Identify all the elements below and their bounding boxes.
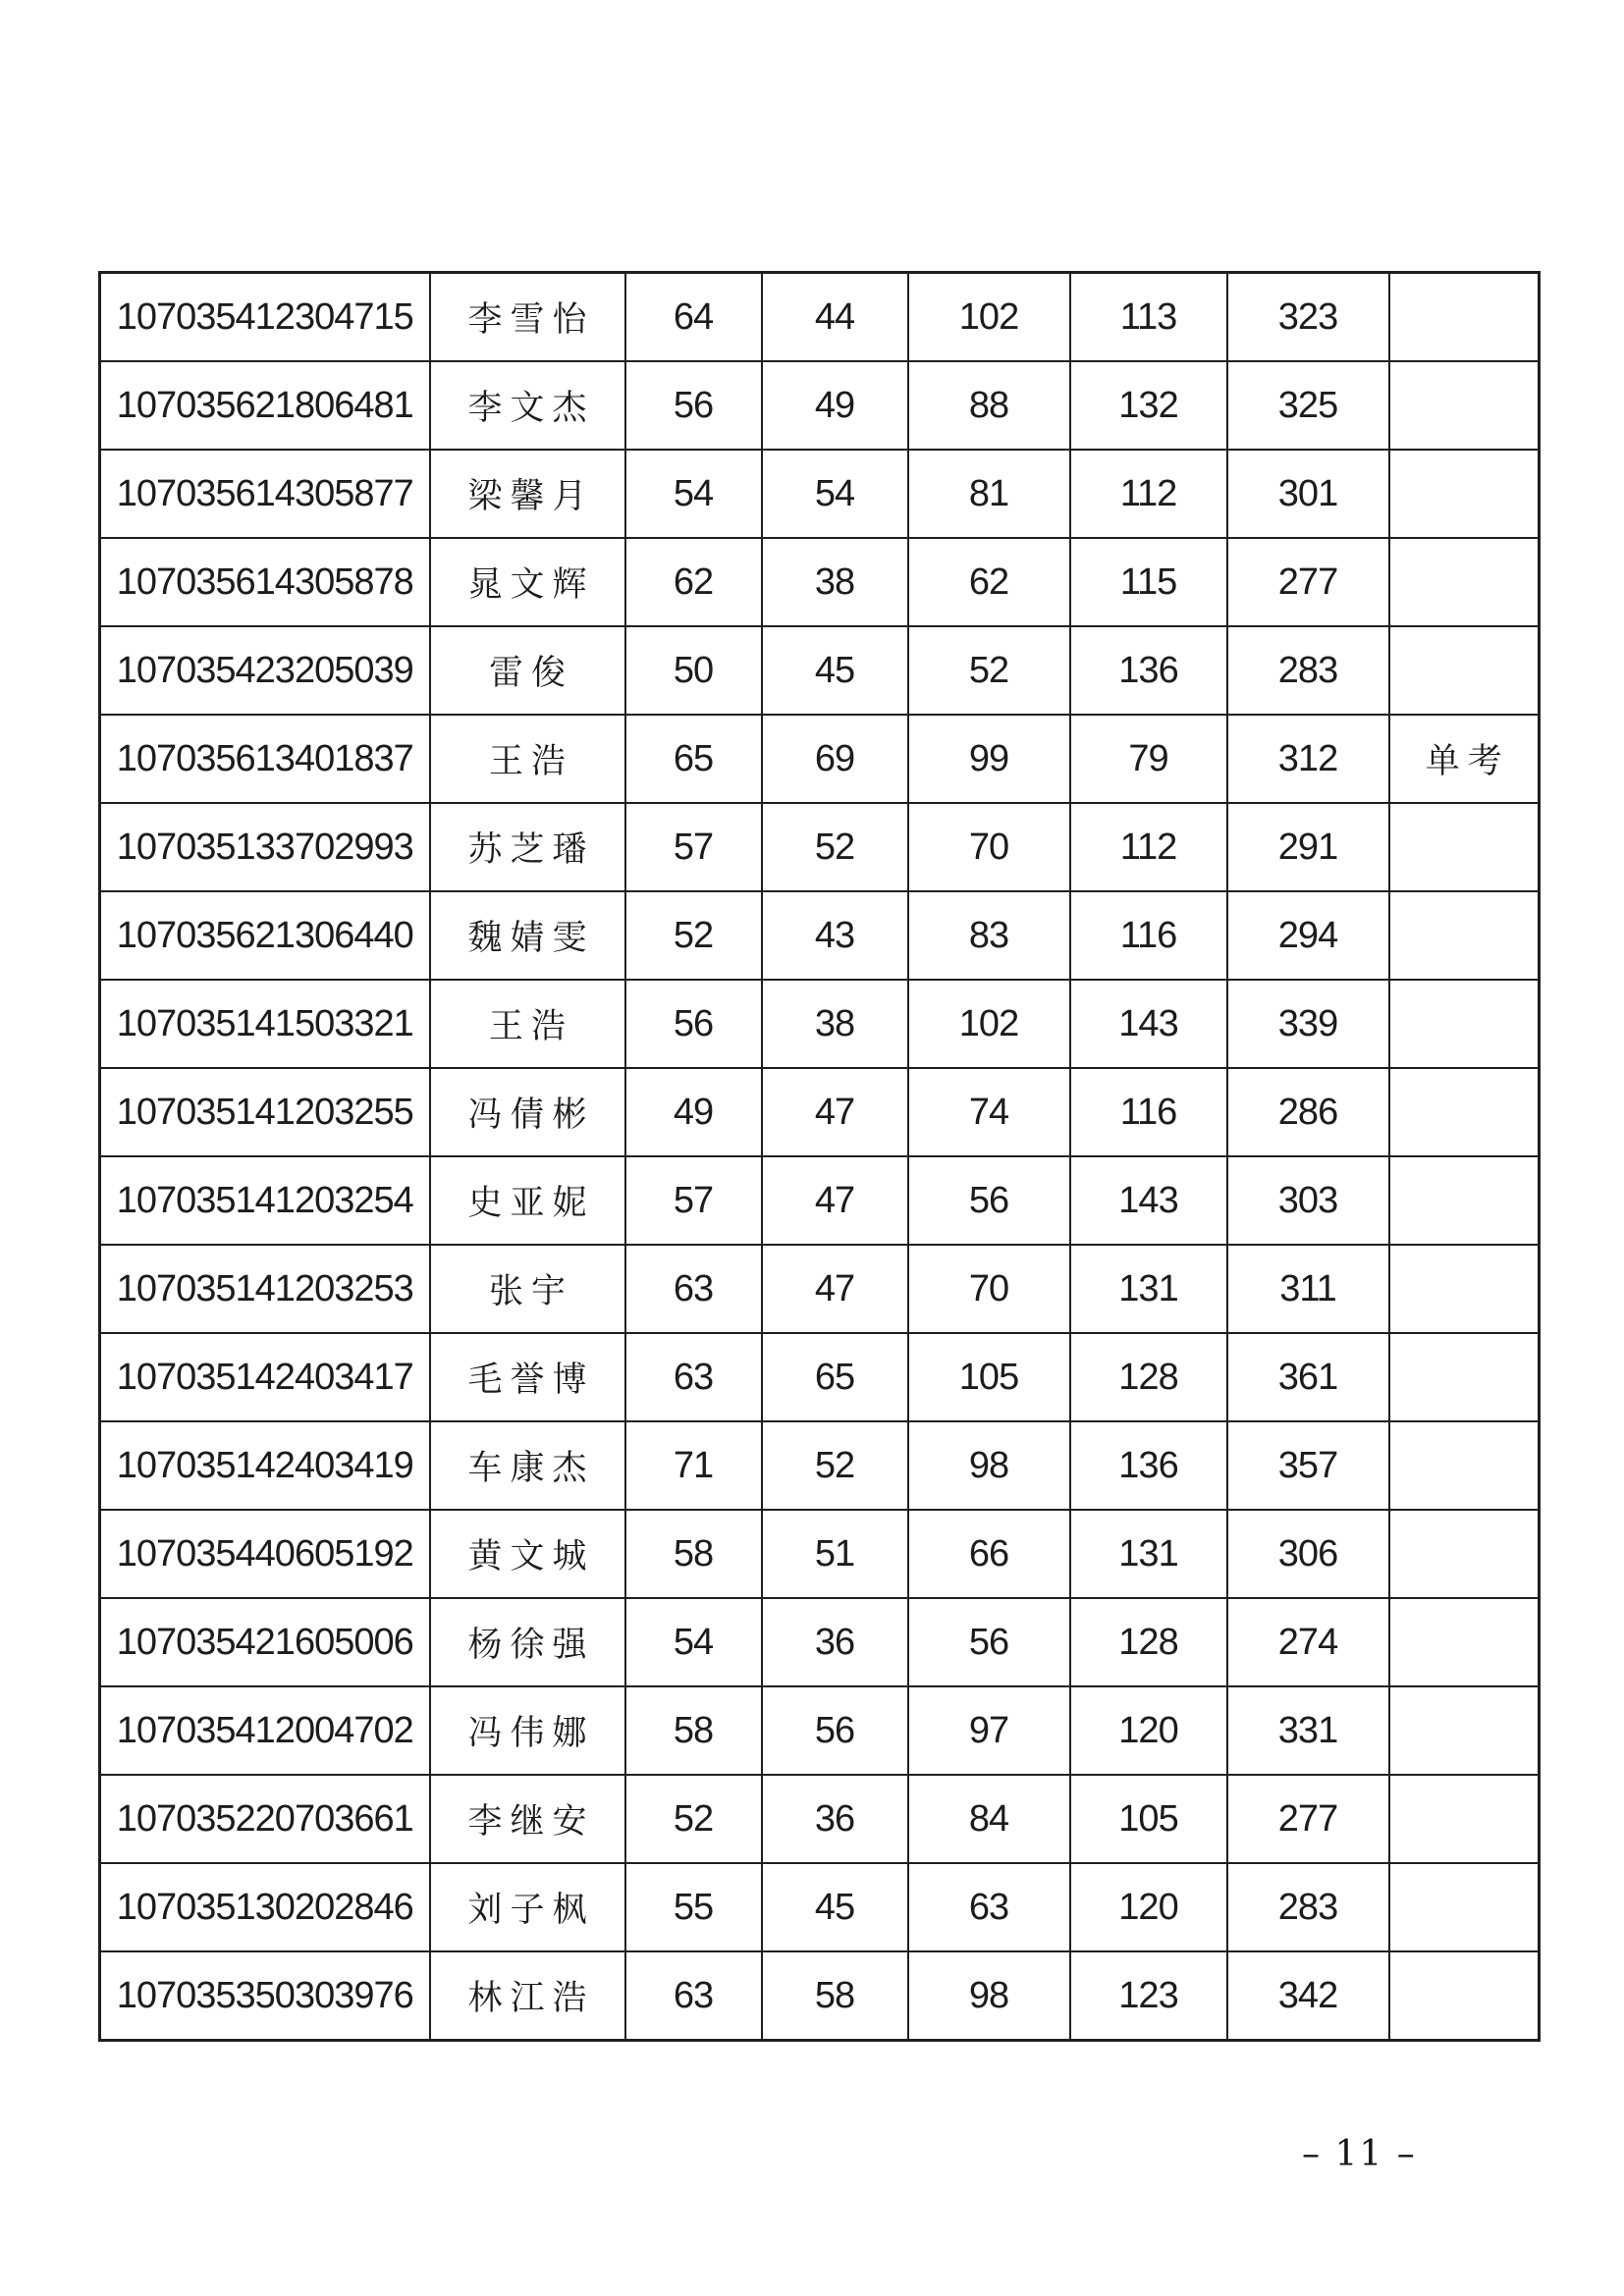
total-score-cell: 277 (1227, 538, 1389, 626)
remark-cell (1389, 803, 1540, 891)
score-1-cell: 71 (625, 1421, 762, 1510)
remark-cell (1389, 1598, 1540, 1686)
table-row (100, 891, 1540, 980)
table-row (100, 1951, 1540, 2041)
score-3-cell: 98 (908, 1951, 1070, 2041)
table-row (100, 1333, 1540, 1421)
score-2-cell: 36 (762, 1775, 908, 1863)
score-4-cell: 143 (1070, 980, 1227, 1068)
score-4-cell: 128 (1070, 1333, 1227, 1421)
score-table (98, 271, 1541, 2042)
score-4-cell: 128 (1070, 1598, 1227, 1686)
score-3-cell: 74 (908, 1068, 1070, 1156)
table-row (100, 1510, 1540, 1598)
remark-cell (1389, 891, 1540, 980)
candidate-name-cell: 李文杰 (430, 361, 625, 450)
candidate-id-cell: 107035614305877 (100, 450, 430, 538)
total-score-cell: 283 (1227, 626, 1389, 715)
score-1-cell: 64 (625, 273, 762, 362)
score-2-cell: 36 (762, 1598, 908, 1686)
score-3-cell: 70 (908, 803, 1070, 891)
score-3-cell: 56 (908, 1598, 1070, 1686)
score-2-cell: 43 (762, 891, 908, 980)
score-1-cell: 63 (625, 1333, 762, 1421)
score-3-cell: 102 (908, 273, 1070, 362)
score-2-cell: 45 (762, 1863, 908, 1951)
table-row (100, 1775, 1540, 1863)
score-2-cell: 44 (762, 273, 908, 362)
candidate-id-cell: 107035614305878 (100, 538, 430, 626)
table-row (100, 1156, 1540, 1245)
score-1-cell: 52 (625, 891, 762, 980)
remark-cell (1389, 1068, 1540, 1156)
total-score-cell: 286 (1227, 1068, 1389, 1156)
score-4-cell: 132 (1070, 361, 1227, 450)
score-1-cell: 55 (625, 1863, 762, 1951)
candidate-name-cell: 林江浩 (430, 1951, 625, 2041)
total-score-cell: 331 (1227, 1686, 1389, 1775)
table-row (100, 361, 1540, 450)
score-4-cell: 79 (1070, 715, 1227, 803)
candidate-id-cell: 107035133702993 (100, 803, 430, 891)
candidate-id-cell: 107035142403419 (100, 1421, 430, 1510)
candidate-id-cell: 107035141203253 (100, 1245, 430, 1333)
candidate-name-cell: 梁馨月 (430, 450, 625, 538)
candidate-id-cell: 107035421605006 (100, 1598, 430, 1686)
score-4-cell: 131 (1070, 1510, 1227, 1598)
table-row (100, 1068, 1540, 1156)
score-4-cell: 123 (1070, 1951, 1227, 2041)
score-2-cell: 49 (762, 361, 908, 450)
score-3-cell: 70 (908, 1245, 1070, 1333)
total-score-cell: 325 (1227, 361, 1389, 450)
table-row (100, 715, 1540, 803)
score-1-cell: 57 (625, 803, 762, 891)
score-3-cell: 98 (908, 1421, 1070, 1510)
remark-cell (1389, 1421, 1540, 1510)
score-4-cell: 116 (1070, 1068, 1227, 1156)
remark-cell (1389, 1245, 1540, 1333)
candidate-id-cell: 107035412004702 (100, 1686, 430, 1775)
score-4-cell: 105 (1070, 1775, 1227, 1863)
candidate-id-cell: 107035350303976 (100, 1951, 430, 2041)
score-1-cell: 65 (625, 715, 762, 803)
score-2-cell: 47 (762, 1156, 908, 1245)
score-1-cell: 62 (625, 538, 762, 626)
total-score-cell: 311 (1227, 1245, 1389, 1333)
total-score-cell: 301 (1227, 450, 1389, 538)
remark-cell (1389, 1951, 1540, 2041)
total-score-cell: 294 (1227, 891, 1389, 980)
candidate-name-cell: 苏芝璠 (430, 803, 625, 891)
remark-cell (1389, 1510, 1540, 1598)
score-2-cell: 38 (762, 980, 908, 1068)
candidate-id-cell: 107035621806481 (100, 361, 430, 450)
remark-cell (1389, 1156, 1540, 1245)
score-2-cell: 58 (762, 1951, 908, 2041)
score-2-cell: 45 (762, 626, 908, 715)
total-score-cell: 323 (1227, 273, 1389, 362)
candidate-name-cell: 冯倩彬 (430, 1068, 625, 1156)
table-row (100, 450, 1540, 538)
remark-cell (1389, 450, 1540, 538)
total-score-cell: 361 (1227, 1333, 1389, 1421)
remark-cell (1389, 1775, 1540, 1863)
candidate-name-cell: 王浩 (430, 980, 625, 1068)
score-3-cell: 88 (908, 361, 1070, 450)
score-2-cell: 51 (762, 1510, 908, 1598)
remark-cell (1389, 1863, 1540, 1951)
score-4-cell: 120 (1070, 1863, 1227, 1951)
score-1-cell: 63 (625, 1951, 762, 2041)
score-1-cell: 56 (625, 980, 762, 1068)
candidate-name-cell: 王浩 (430, 715, 625, 803)
candidate-id-cell: 107035423205039 (100, 626, 430, 715)
remark-cell (1389, 1333, 1540, 1421)
score-2-cell: 52 (762, 803, 908, 891)
total-score-cell: 303 (1227, 1156, 1389, 1245)
score-table-body (100, 273, 1540, 2041)
candidate-name-cell: 史亚妮 (430, 1156, 625, 1245)
score-4-cell: 112 (1070, 450, 1227, 538)
score-3-cell: 52 (908, 626, 1070, 715)
page-number: – 11 – (1302, 2134, 1417, 2174)
table-row (100, 1686, 1540, 1775)
score-3-cell: 62 (908, 538, 1070, 626)
score-2-cell: 69 (762, 715, 908, 803)
candidate-id-cell: 107035440605192 (100, 1510, 430, 1598)
score-4-cell: 112 (1070, 803, 1227, 891)
score-3-cell: 102 (908, 980, 1070, 1068)
candidate-name-cell: 杨徐强 (430, 1598, 625, 1686)
candidate-id-cell: 107035220703661 (100, 1775, 430, 1863)
total-score-cell: 342 (1227, 1951, 1389, 2041)
score-2-cell: 38 (762, 538, 908, 626)
candidate-name-cell: 车康杰 (430, 1421, 625, 1510)
score-1-cell: 49 (625, 1068, 762, 1156)
total-score-cell: 283 (1227, 1863, 1389, 1951)
candidate-id-cell: 107035141203254 (100, 1156, 430, 1245)
candidate-name-cell: 冯伟娜 (430, 1686, 625, 1775)
score-1-cell: 58 (625, 1510, 762, 1598)
score-3-cell: 56 (908, 1156, 1070, 1245)
candidate-id-cell: 107035141503321 (100, 980, 430, 1068)
score-3-cell: 66 (908, 1510, 1070, 1598)
score-1-cell: 63 (625, 1245, 762, 1333)
table-row (100, 803, 1540, 891)
score-4-cell: 136 (1070, 1421, 1227, 1510)
score-3-cell: 83 (908, 891, 1070, 980)
total-score-cell: 357 (1227, 1421, 1389, 1510)
candidate-id-cell: 107035141203255 (100, 1068, 430, 1156)
table-row (100, 1863, 1540, 1951)
score-4-cell: 120 (1070, 1686, 1227, 1775)
total-score-cell: 291 (1227, 803, 1389, 891)
candidate-name-cell: 雷俊 (430, 626, 625, 715)
score-4-cell: 115 (1070, 538, 1227, 626)
table-row (100, 1421, 1540, 1510)
score-1-cell: 50 (625, 626, 762, 715)
total-score-cell: 274 (1227, 1598, 1389, 1686)
remark-cell (1389, 626, 1540, 715)
score-3-cell: 84 (908, 1775, 1070, 1863)
total-score-cell: 339 (1227, 980, 1389, 1068)
score-3-cell: 99 (908, 715, 1070, 803)
candidate-name-cell: 魏婧雯 (430, 891, 625, 980)
score-2-cell: 47 (762, 1245, 908, 1333)
score-1-cell: 52 (625, 1775, 762, 1863)
score-4-cell: 136 (1070, 626, 1227, 715)
candidate-id-cell: 107035142403417 (100, 1333, 430, 1421)
candidate-name-cell: 李雪怡 (430, 273, 625, 362)
score-1-cell: 54 (625, 450, 762, 538)
score-2-cell: 52 (762, 1421, 908, 1510)
candidate-name-cell: 李继安 (430, 1775, 625, 1863)
score-4-cell: 131 (1070, 1245, 1227, 1333)
remark-cell (1389, 273, 1540, 362)
candidate-name-cell: 张宇 (430, 1245, 625, 1333)
score-1-cell: 54 (625, 1598, 762, 1686)
score-2-cell: 47 (762, 1068, 908, 1156)
score-4-cell: 116 (1070, 891, 1227, 980)
table-row (100, 538, 1540, 626)
table-row (100, 273, 1540, 362)
score-2-cell: 65 (762, 1333, 908, 1421)
candidate-id-cell: 107035412304715 (100, 273, 430, 362)
score-1-cell: 57 (625, 1156, 762, 1245)
candidate-id-cell: 107035613401837 (100, 715, 430, 803)
table-row (100, 626, 1540, 715)
score-1-cell: 58 (625, 1686, 762, 1775)
remark-cell (1389, 538, 1540, 626)
score-3-cell: 81 (908, 450, 1070, 538)
score-3-cell: 105 (908, 1333, 1070, 1421)
candidate-name-cell: 刘子枫 (430, 1863, 625, 1951)
candidate-name-cell: 晁文辉 (430, 538, 625, 626)
candidate-id-cell: 107035621306440 (100, 891, 430, 980)
score-3-cell: 97 (908, 1686, 1070, 1775)
score-1-cell: 56 (625, 361, 762, 450)
candidate-id-cell: 107035130202846 (100, 1863, 430, 1951)
score-2-cell: 56 (762, 1686, 908, 1775)
score-4-cell: 143 (1070, 1156, 1227, 1245)
remark-cell (1389, 1686, 1540, 1775)
table-row (100, 980, 1540, 1068)
score-3-cell: 63 (908, 1863, 1070, 1951)
candidate-name-cell: 毛誉博 (430, 1333, 625, 1421)
total-score-cell: 277 (1227, 1775, 1389, 1863)
candidate-name-cell: 黄文城 (430, 1510, 625, 1598)
remark-cell (1389, 980, 1540, 1068)
remark-cell: 单考 (1389, 715, 1540, 803)
remark-cell (1389, 361, 1540, 450)
total-score-cell: 306 (1227, 1510, 1389, 1598)
table-row (100, 1598, 1540, 1686)
score-2-cell: 54 (762, 450, 908, 538)
table-row (100, 1245, 1540, 1333)
score-4-cell: 113 (1070, 273, 1227, 362)
total-score-cell: 312 (1227, 715, 1389, 803)
